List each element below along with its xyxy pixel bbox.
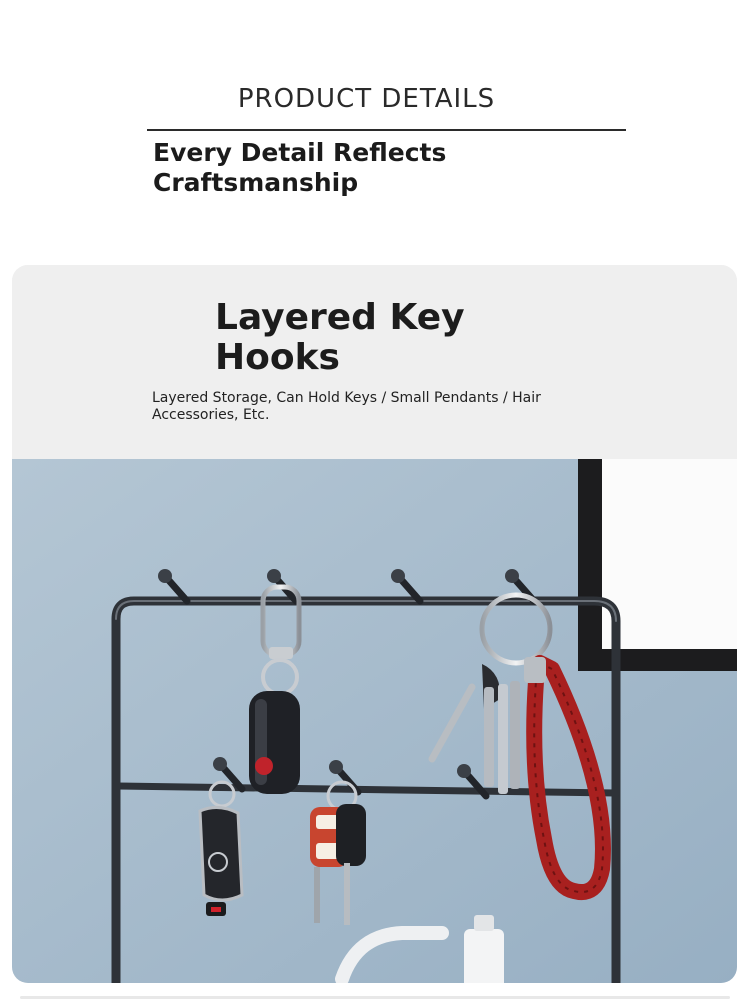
feature-description-line-1: Layered Storage, Can Hold Keys / Small Pendants / Hair bbox=[152, 390, 541, 406]
tagline-line-2: Craftsmanship bbox=[153, 168, 359, 197]
section-title: PRODUCT DETAILS bbox=[237, 84, 496, 114]
feature-description-line-2: Accessories, Etc. bbox=[152, 407, 270, 423]
feature-card-header bbox=[12, 265, 737, 459]
tagline-line-1: Every Detail Reflects bbox=[153, 138, 447, 167]
feature-title-line-1: Layered Key bbox=[215, 297, 465, 338]
product-photo bbox=[12, 459, 737, 983]
key-rack-illustration bbox=[12, 459, 737, 983]
bottom-divider bbox=[20, 996, 730, 999]
feature-title bbox=[215, 298, 535, 378]
title-divider bbox=[147, 129, 626, 131]
feature-card bbox=[12, 265, 737, 983]
mirror-frame bbox=[578, 459, 737, 671]
section-tagline bbox=[153, 138, 473, 198]
feature-title-line-2: Hooks bbox=[215, 337, 340, 378]
feature-description bbox=[152, 390, 552, 424]
